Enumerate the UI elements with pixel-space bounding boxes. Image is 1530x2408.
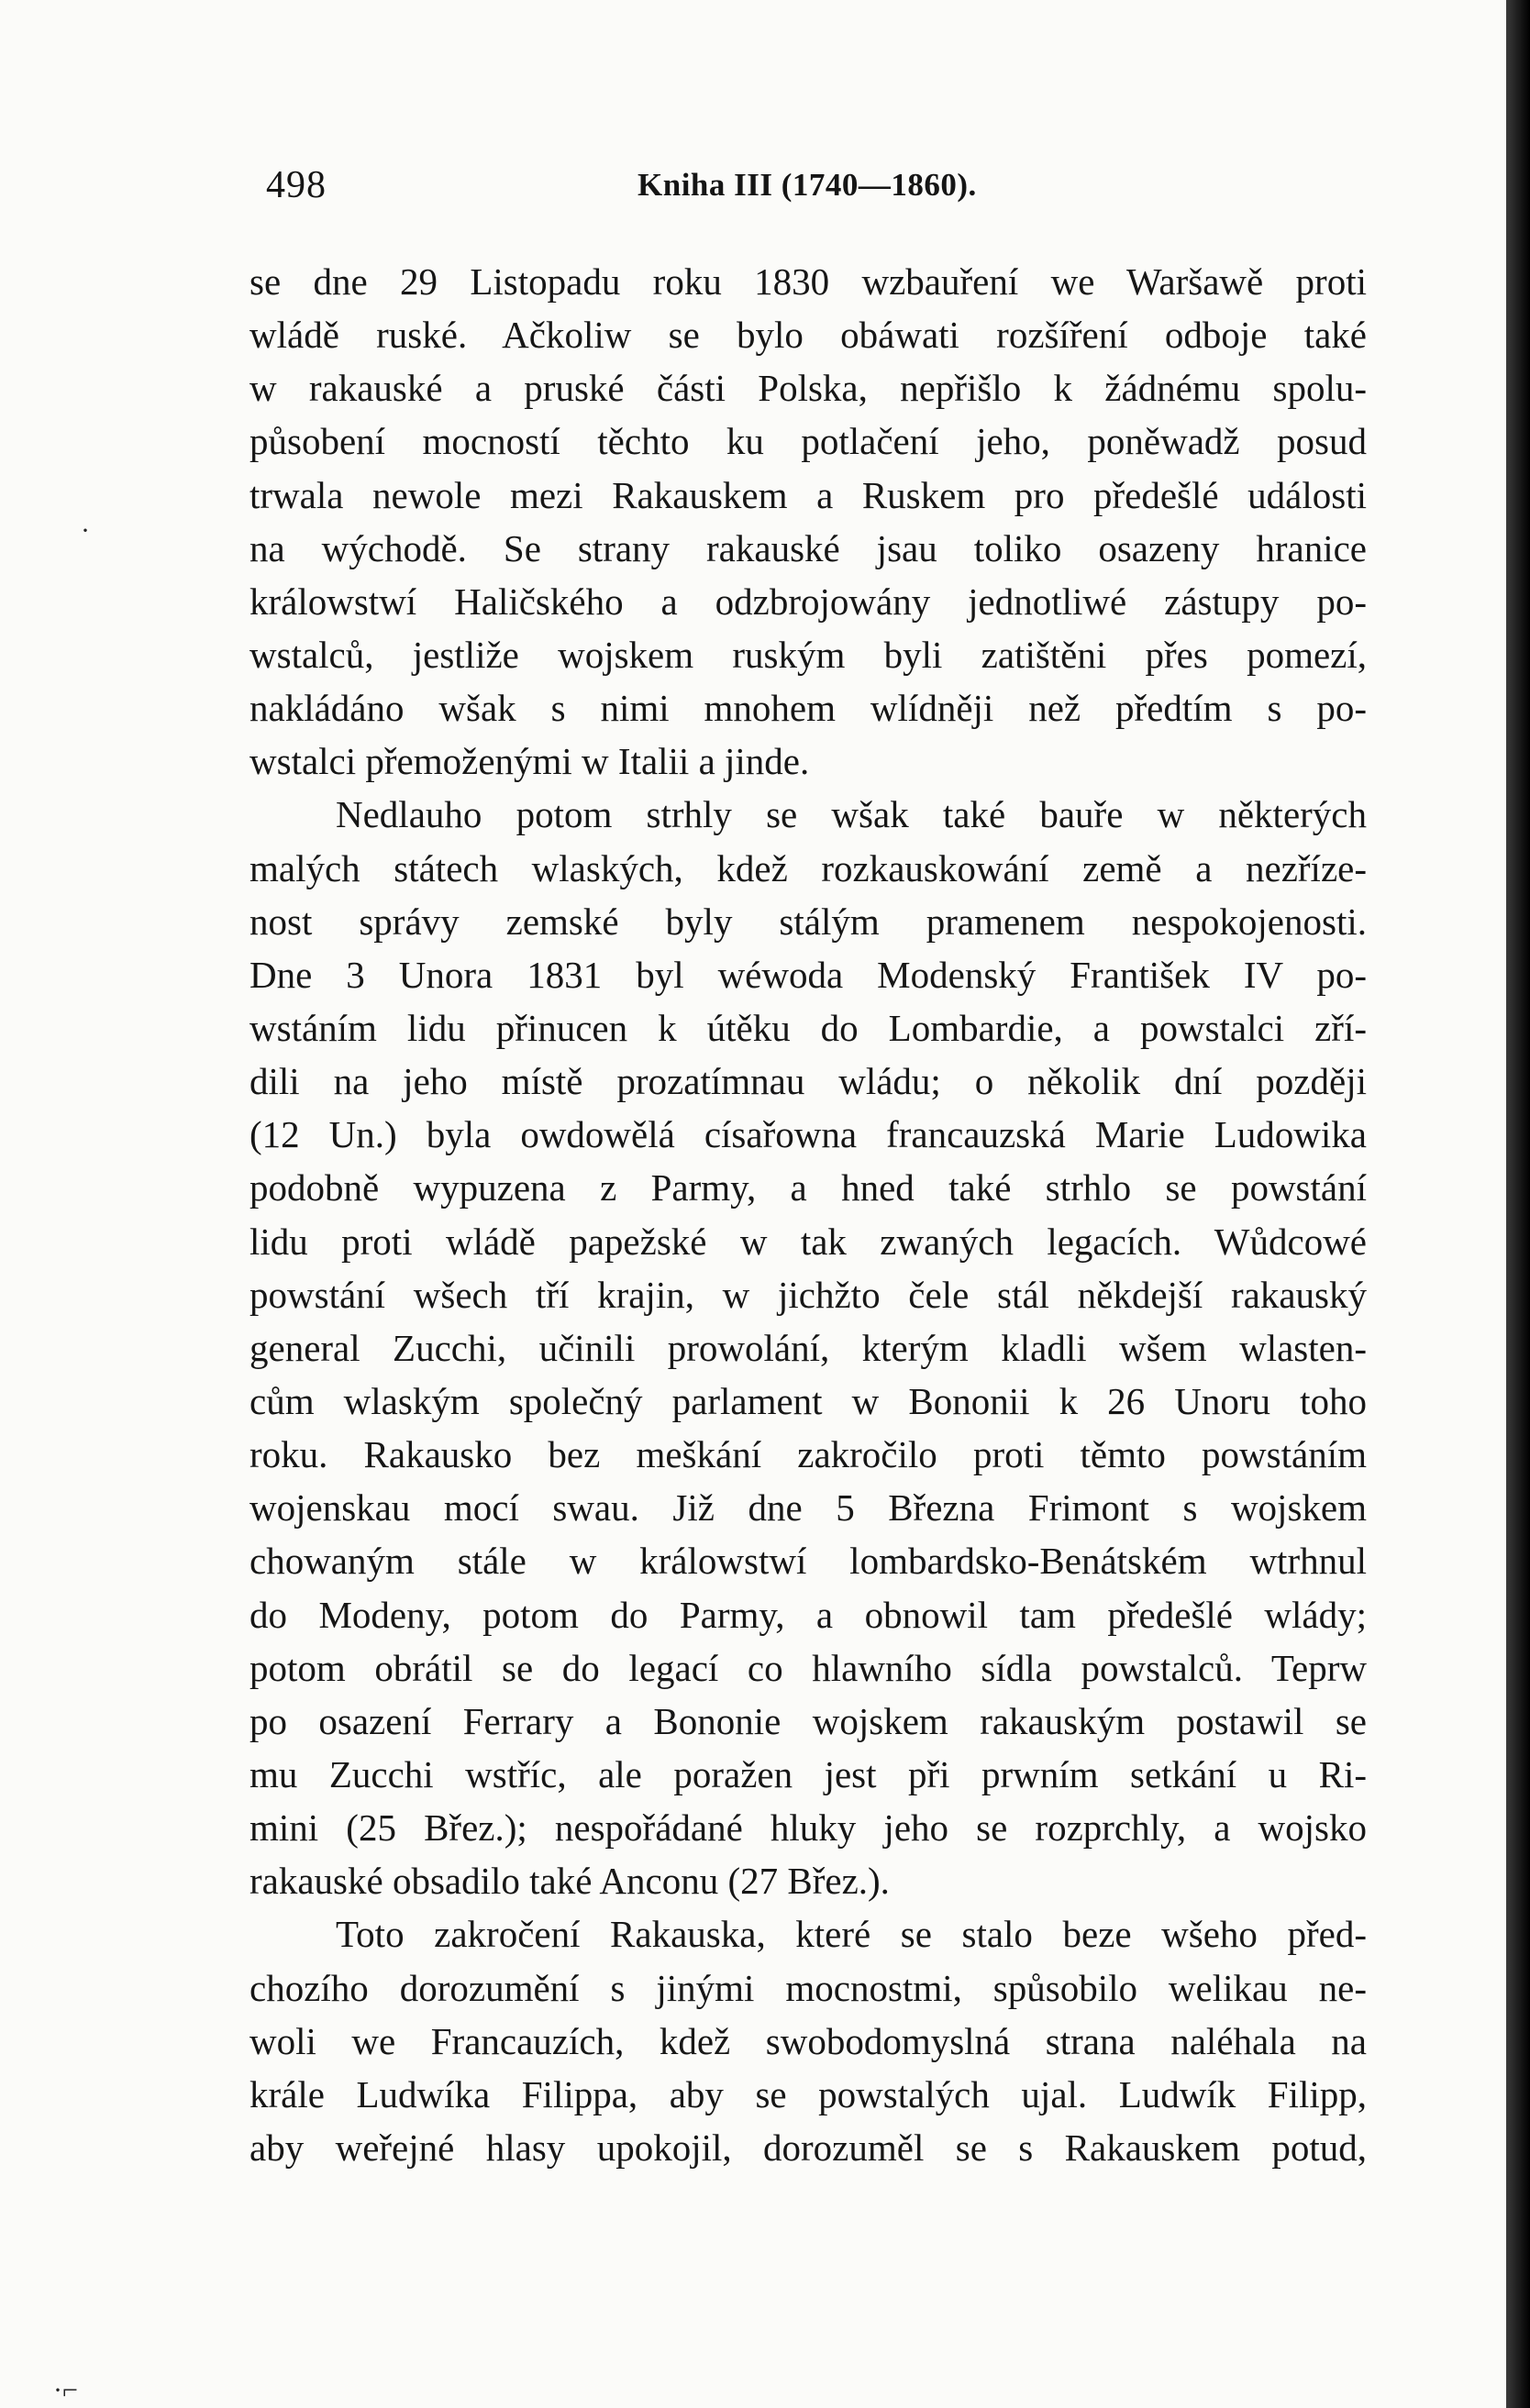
speck-mark: · [81, 515, 90, 546]
page-number: 498 [266, 164, 327, 206]
text-line: krále Ludwíka Filippa, aby se powstalých ujal. Ludwík Filipp, [249, 2072, 1367, 2115]
text-line: cům wlaským společný parlament w Bononii k 26 Unoru toho [249, 1379, 1367, 1422]
text-line: woli we Francauzích, kdež swobodomyslná strana naléhala na [249, 2019, 1367, 2062]
text-line: na wýchodě. Se strany rakauské jsau toliko osazeny hranice [249, 526, 1367, 569]
text-line: aby weřejné hlasy upokojil, dorozuměl se s Rakauskem potud, [249, 2126, 1367, 2169]
text-line: wstalci přemoženými w Italii a jinde. [249, 740, 810, 783]
text-line: wládě ruské. Ačkoliw se bylo obáwati rozšíření odboje také [249, 314, 1367, 357]
text-line: potom obrátil se do legací co hlawního sídla powstalců. Teprw [249, 1646, 1367, 1689]
text-line: nost správy zemské byly stálým pramenem nespokojenosti. [249, 900, 1367, 943]
text-line: trwala newole mezi Rakauskem a Ruskem pro předešlé události [249, 473, 1367, 516]
text-line: nakládáno wšak s nimi mnohem wlídněji než předtím s po- [249, 687, 1367, 730]
text-line: se dne 29 Listopadu roku 1830 wzbauření we Waršawě proti [249, 260, 1367, 303]
running-head: Kniha III (1740—1860). [638, 167, 977, 203]
text-line: wstáním lidu přinucen k útěku do Lombardie, a powstalci zří- [249, 1006, 1367, 1049]
text-line: chowaným stále w králowstwí lombardsko-Benátském wtrhnul [249, 1540, 1367, 1583]
text-line: působení mocností těchto ku potlačení jeho, poněwadž posud [249, 420, 1367, 463]
text-line: podobně wypuzena z Parmy, a hned také strhlo se powstání [249, 1166, 1367, 1210]
text-line: powstání wšech tří krajin, w jichžto čele stál někdejší rakauský [249, 1273, 1367, 1316]
text-line: Toto zakročení Rakauska, které se stalo beze wšeho před- [336, 1913, 1367, 1956]
text-line: mini (25 Břez.); nespořádané hluky jeho se rozprchly, a wojsko [249, 1806, 1367, 1850]
text-line: mu Zucchi wstříc, ale poražen jest při prwním setkání u Ri- [249, 1752, 1367, 1795]
text-line: malých státech wlaských, kdež rozkauskowání země a nezříze- [249, 846, 1367, 889]
corner-mark: ·⌐ [53, 2375, 78, 2405]
text-line: po osazení Ferrary a Bononie wojskem rakauským postawil se [249, 1699, 1367, 1742]
text-line: Dne 3 Unora 1831 byl wéwoda Modenský František IV po- [249, 953, 1367, 996]
text-line: dili na jeho místě prozatímnau wládu; o několik dní později [249, 1060, 1367, 1103]
text-line: roku. Rakausko bez meškání zakročilo proti těmto powstáním [249, 1433, 1367, 1476]
text-line: general Zucchi, učinili prowolání, kterým kladli wšem wlasten- [249, 1326, 1367, 1369]
page-header [266, 163, 1358, 218]
text-line: do Modeny, potom do Parmy, a obnowil tam předešlé wlády; [249, 1593, 1367, 1636]
text-line: Nedlauho potom strhly se wšak také bauře w některých [336, 793, 1367, 836]
text-line: králowstwí Haličského a odzbrojowány jednotliwé zástupy po- [249, 580, 1367, 623]
spine-shadow [1506, 0, 1530, 2408]
text-line: chozího dorozumění s jinými mocnostmi, spůsobilo welikau ne- [249, 1966, 1367, 2009]
text-line: wstalců, jestliže wojskem ruským byli zatištěni přes pomezí, [249, 633, 1367, 676]
text-line: rakauské obsadilo také Anconu (27 Břez.). [249, 1860, 890, 1903]
text-line: wojenskau mocí swau. Již dne 5 Března Frimont s wojskem [249, 1486, 1367, 1530]
body-text [249, 255, 1367, 2174]
text-line: (12 Un.) byla owdowělá císařowna francauzská Marie Ludowika [249, 1113, 1367, 1156]
text-line: lidu proti wládě papežské w tak zwaných legacích. Wůdcowé [249, 1220, 1367, 1263]
text-line: w rakauské a pruské části Polska, nepřišlo k žádnému spolu- [249, 367, 1367, 410]
